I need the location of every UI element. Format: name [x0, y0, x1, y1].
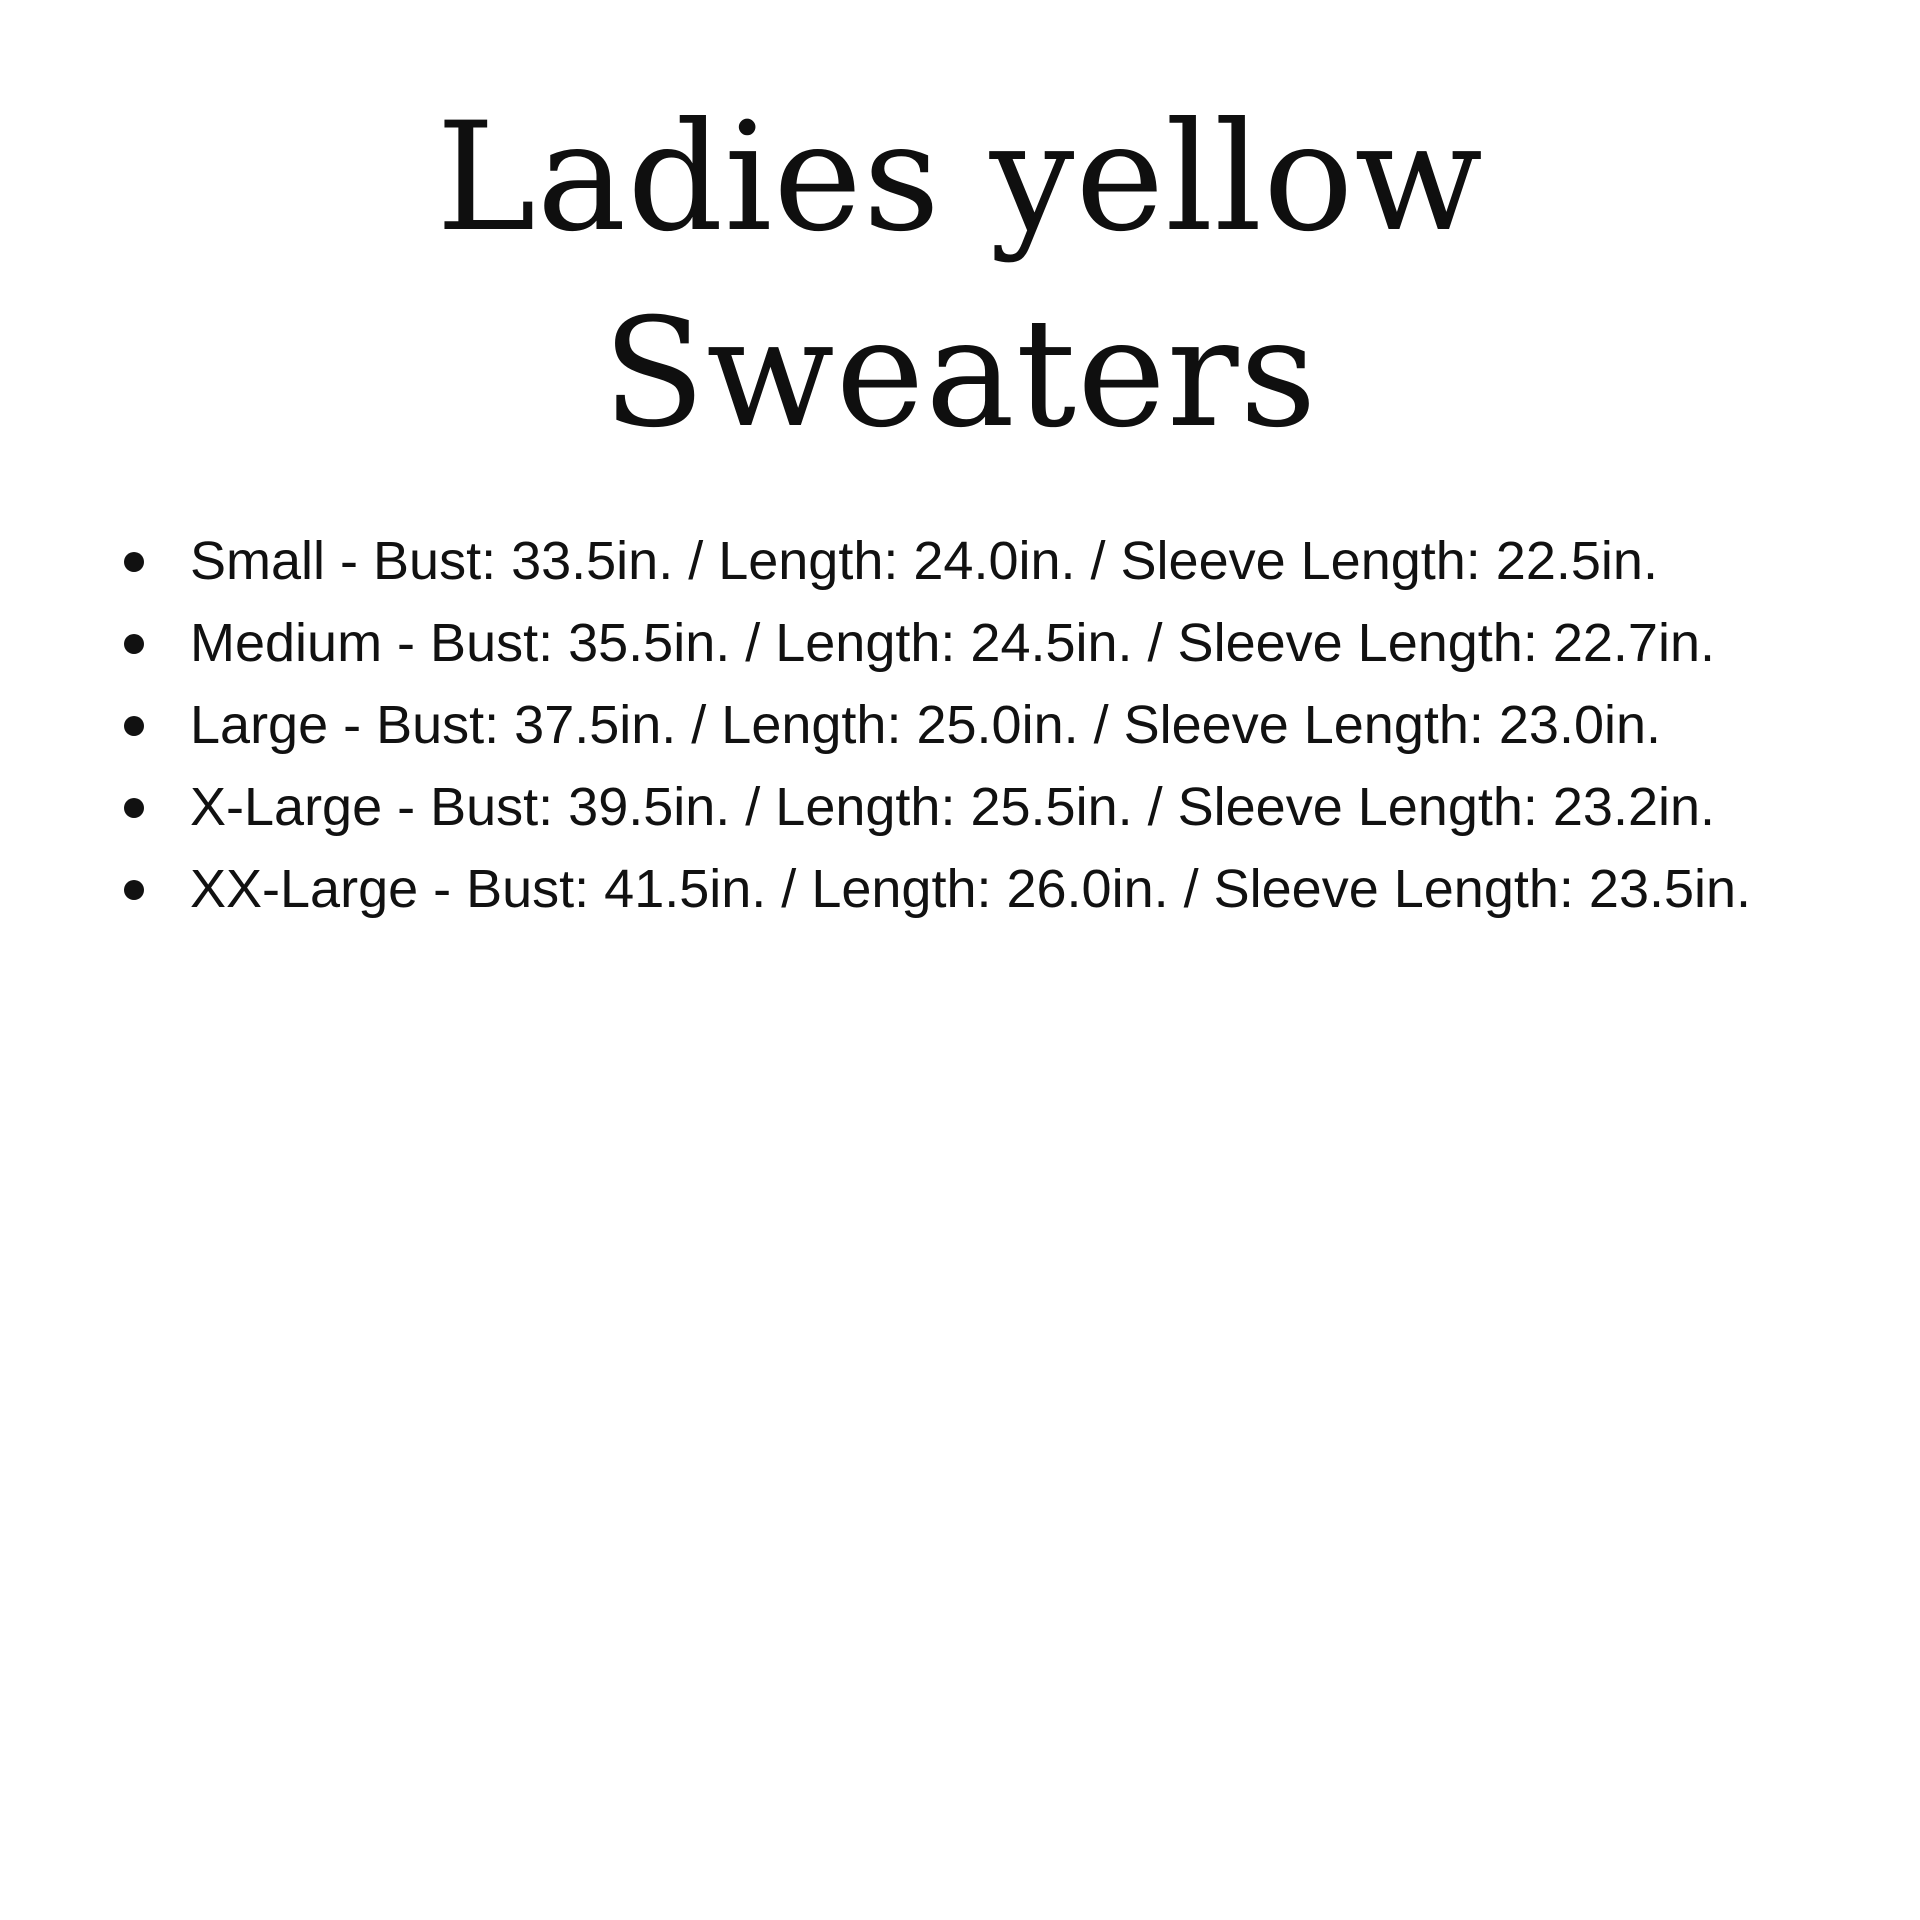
size-item-medium — [0, 602, 1920, 684]
size-item-small — [0, 520, 1920, 602]
bullet-icon — [124, 716, 144, 736]
size-item-text: Medium - Bust: 35.5in. / Length: 24.5in. / Sleeve Length: 22.7in. — [190, 613, 1715, 673]
title-line-2: Sweaters — [602, 287, 1318, 461]
size-item-text: Small - Bust: 33.5in. / Length: 24.0in. / Sleeve Length: 22.5in. — [190, 531, 1658, 591]
size-item-text: X-Large - Bust: 39.5in. / Length: 25.5in. / Sleeve Length: 23.2in. — [190, 777, 1716, 837]
bullet-icon — [124, 634, 144, 654]
size-item-text: XX-Large - Bust: 41.5in. / Length: 26.0in. / Sleeve Length: 23.5in. — [190, 859, 1752, 919]
bullet-icon — [124, 880, 144, 900]
size-item-x-large — [0, 766, 1920, 848]
bullet-icon — [124, 798, 144, 818]
size-item-text: Large - Bust: 37.5in. / Length: 25.0in. / Sleeve Length: 23.0in. — [190, 695, 1662, 755]
size-item-large — [0, 684, 1920, 766]
size-chart-list — [0, 520, 1920, 930]
size-item-xx-large — [0, 848, 1920, 930]
title-line-1: Ladies yellow — [436, 91, 1484, 265]
bullet-icon — [124, 552, 144, 572]
page-title — [0, 80, 1920, 472]
